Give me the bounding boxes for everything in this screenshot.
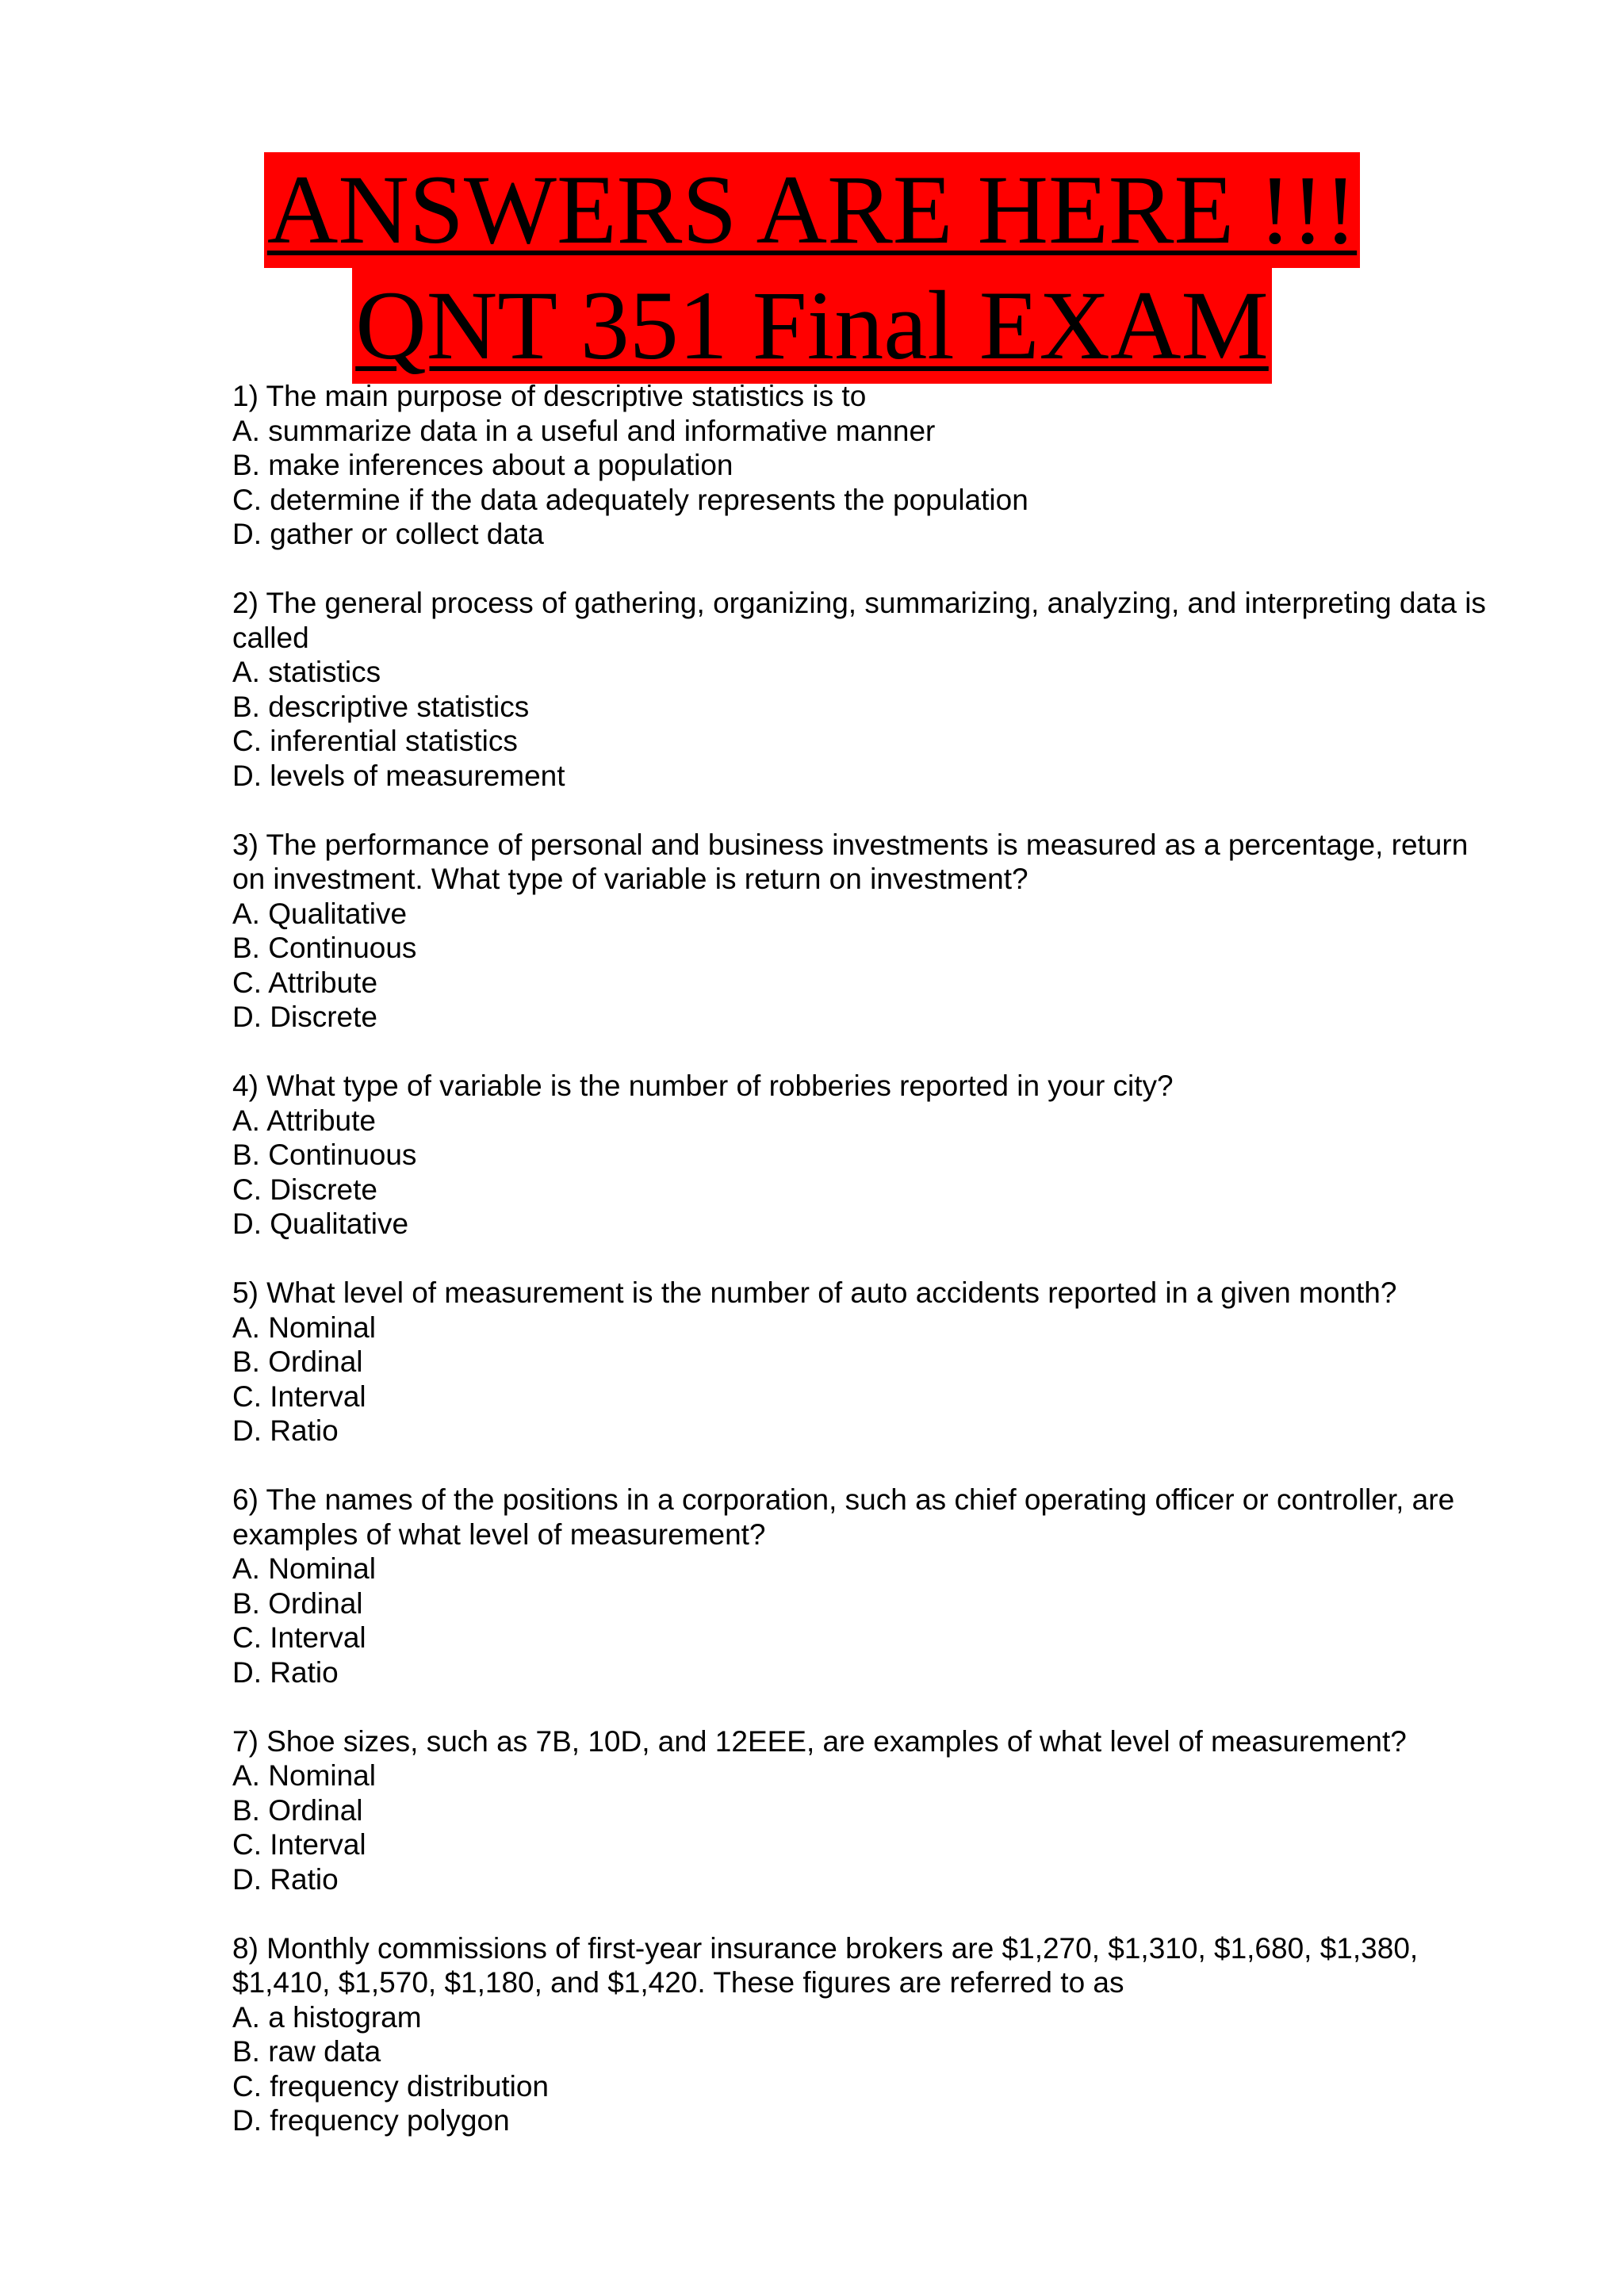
answer-option-b: B. Ordinal (232, 1586, 363, 1620)
answer-option-b: B. Ordinal (232, 1345, 363, 1378)
answer-option-d: D. Ratio (232, 1655, 339, 1689)
answer-option-a: A. Nominal (232, 1759, 376, 1792)
question-7 (232, 1724, 1501, 1897)
answer-option-c: C. Interval (232, 1828, 366, 1861)
answer-option-a: A. Nominal (232, 1552, 376, 1585)
title-line-exam: QNT 351 Final EXAM (352, 268, 1272, 384)
question-stem: 2) The general process of gathering, organizing, summarizing, analyzing, and interpreting data is called (232, 587, 1486, 654)
question-stem: 3) The performance of personal and business investments is measured as a percentage, return on investment. What type of variable is return on investment? (232, 828, 1469, 895)
answer-option-d: D. Ratio (232, 1414, 339, 1447)
question-2 (232, 586, 1501, 793)
answer-option-d: D. levels of measurement (232, 759, 565, 792)
answer-option-b: B. make inferences about a population (232, 449, 733, 481)
answer-option-d: D. Ratio (232, 1862, 339, 1896)
question-stem: 5) What level of measurement is the number of auto accidents reported in a given month? (232, 1276, 1397, 1309)
answer-option-d: D. Discrete (232, 1001, 377, 1033)
answer-option-b: B. descriptive statistics (232, 690, 530, 723)
document-title (0, 152, 1624, 384)
question-stem: 1) The main purpose of descriptive statistics is to (232, 380, 867, 412)
question-8 (232, 1931, 1501, 2138)
answer-option-b: B. Continuous (232, 1138, 417, 1171)
question-stem: 6) The names of the positions in a corporation, such as chief operating officer or controller, are examples of what level of measurement? (232, 1483, 1455, 1551)
answer-option-c: C. Discrete (232, 1173, 377, 1206)
question-4 (232, 1069, 1501, 1242)
question-stem: 8) Monthly commissions of first-year insurance brokers are $1,270, $1,310, $1,680, $1,380, $1,410, $1,570, $1,180, and $1,420. These figures are referred to as (232, 1931, 1419, 1999)
answer-option-c: C. Interval (232, 1380, 366, 1413)
answer-option-b: B. raw data (232, 2035, 381, 2068)
answer-option-b: B. Continuous (232, 932, 417, 964)
answer-option-a: A. a histogram (232, 2000, 422, 2034)
answer-option-b: B. Ordinal (232, 1793, 363, 1827)
title-line-answers: ANSWERS ARE HERE !!! (264, 152, 1360, 268)
question-6 (232, 1483, 1501, 1689)
question-1 (232, 379, 1501, 552)
question-5 (232, 1276, 1501, 1448)
answer-option-c: C. Interval (232, 1621, 366, 1654)
answer-option-a: A. Attribute (232, 1104, 376, 1137)
question-list (232, 379, 1501, 2172)
answer-option-d: D. Qualitative (232, 1207, 409, 1240)
answer-option-c: C. Attribute (232, 966, 378, 999)
question-3 (232, 828, 1501, 1035)
answer-option-c: C. frequency distribution (232, 2069, 549, 2103)
answer-option-a: A. Nominal (232, 1311, 376, 1344)
answer-option-d: D. gather or collect data (232, 518, 544, 550)
question-stem: 4) What type of variable is the number of robberies reported in your city? (232, 1070, 1174, 1102)
question-stem: 7) Shoe sizes, such as 7B, 10D, and 12EEE, are examples of what level of measurement? (232, 1724, 1407, 1758)
answer-option-c: C. inferential statistics (232, 725, 518, 757)
answer-option-a: A. statistics (232, 656, 381, 688)
answer-option-a: A. Qualitative (232, 897, 408, 930)
answer-option-d: D. frequency polygon (232, 2104, 510, 2137)
answer-option-c: C. determine if the data adequately represents the population (232, 483, 1028, 516)
answer-option-a: A. summarize data in a useful and informative manner (232, 414, 936, 447)
